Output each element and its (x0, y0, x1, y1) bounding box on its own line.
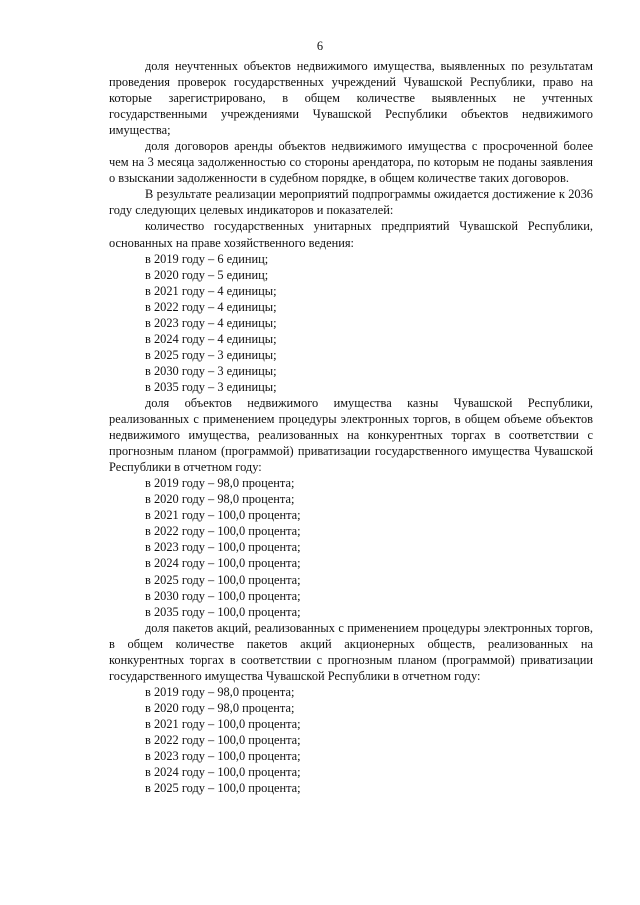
indicator-value-line: в 2021 году – 4 единицы; (145, 283, 277, 298)
indicator-value-line: в 2025 году – 3 единицы; (145, 347, 277, 362)
indicator-value-line: в 2024 году – 100,0 процента; (145, 765, 301, 780)
indicator-value-line: в 2019 году – 98,0 процента; (145, 684, 295, 699)
indicator-value-line: в 2030 году – 3 единицы; (145, 363, 277, 378)
indicator-value-line: в 2024 году – 4 единицы; (145, 331, 277, 346)
paragraph-unaccounted-objects-share: доля неучтенных объектов недвижимого имущества, выявленных по результатам проведения проверок государственных учреждений Чувашской Республики, право на которые зарегистрировано, в общем количестве выявленных не учтенных государственными учреждениями Чувашской Республики объектов недвижимого имущества; (109, 59, 593, 138)
indicator-value-line: в 2021 году – 100,0 процента; (145, 716, 301, 731)
indicator-value-line: в 2020 году – 98,0 процента; (145, 700, 295, 715)
indicator-title-shares-e-auction-share: доля пакетов акций, реализованных с применением процедуры электронных торгов, в общем количестве пакетов акций акционерных обществ, реализованных на конкурентных торгах в соответствии с прогнозным планом (программой) приватизации государственного имущества Чувашской Республики в отчетном году: (109, 620, 593, 683)
indicator-value-line: в 2035 году – 3 единицы; (145, 379, 277, 394)
indicator-value-line: в 2025 году – 100,0 процента; (145, 781, 301, 796)
indicator-value-line: в 2023 году – 100,0 процента; (145, 540, 301, 555)
indicator-value-line: в 2023 году – 100,0 процента; (145, 749, 301, 764)
paragraph-expected-results: В результате реализации мероприятий подпрограммы ожидается достижение к 2036 году следующих целевых индикаторов и показателей: (109, 187, 593, 218)
indicator-value-line: в 2019 году – 6 единиц; (145, 251, 269, 266)
indicator-value-line: в 2025 году – 100,0 процента; (145, 572, 301, 587)
indicator-value-line: в 2023 году – 4 единицы; (145, 315, 277, 330)
indicator-title-real-estate-e-auction-share: доля объектов недвижимого имущества казны Чувашской Республики, реализованных с применением процедуры электронных торгов, в общем объеме объектов недвижимого имущества, реализованных на конкурентных торгах в соответствии с прогнозным планом (программой) приватизации государственного имущества Чувашской Республики в отчетном году: (109, 395, 593, 475)
indicator-value-line: в 2019 году – 98,0 процента; (145, 476, 295, 491)
indicator-value-line: в 2022 году – 100,0 процента; (145, 524, 301, 539)
indicator-title-unitary-enterprises: количество государственных унитарных предприятий Чувашской Республики, основанных на праве хозяйственного ведения: (109, 219, 593, 250)
indicator-value-line: в 2021 году – 100,0 процента; (145, 508, 301, 523)
indicator-value-line: в 2030 году – 100,0 процента; (145, 588, 301, 603)
indicator-value-line: в 2020 году – 5 единиц; (145, 267, 269, 282)
indicator-value-line: в 2024 году – 100,0 процента; (145, 556, 301, 571)
document-body (109, 58, 593, 796)
page-number: 6 (316, 39, 324, 53)
indicator-value-line: в 2035 году – 100,0 процента; (145, 604, 301, 619)
indicator-value-line: в 2020 году – 98,0 процента; (145, 492, 295, 507)
indicator-value-line: в 2022 году – 100,0 процента; (145, 732, 301, 747)
paragraph-lease-debt-share: доля договоров аренды объектов недвижимого имущества с просроченной более чем на 3 месяца задолженностью со стороны арендатора, по которым не поданы заявления о взыскании задолженности в судебном порядке, в общем количестве таких договоров. (109, 139, 593, 186)
indicator-value-line: в 2022 году – 4 единицы; (145, 299, 277, 314)
